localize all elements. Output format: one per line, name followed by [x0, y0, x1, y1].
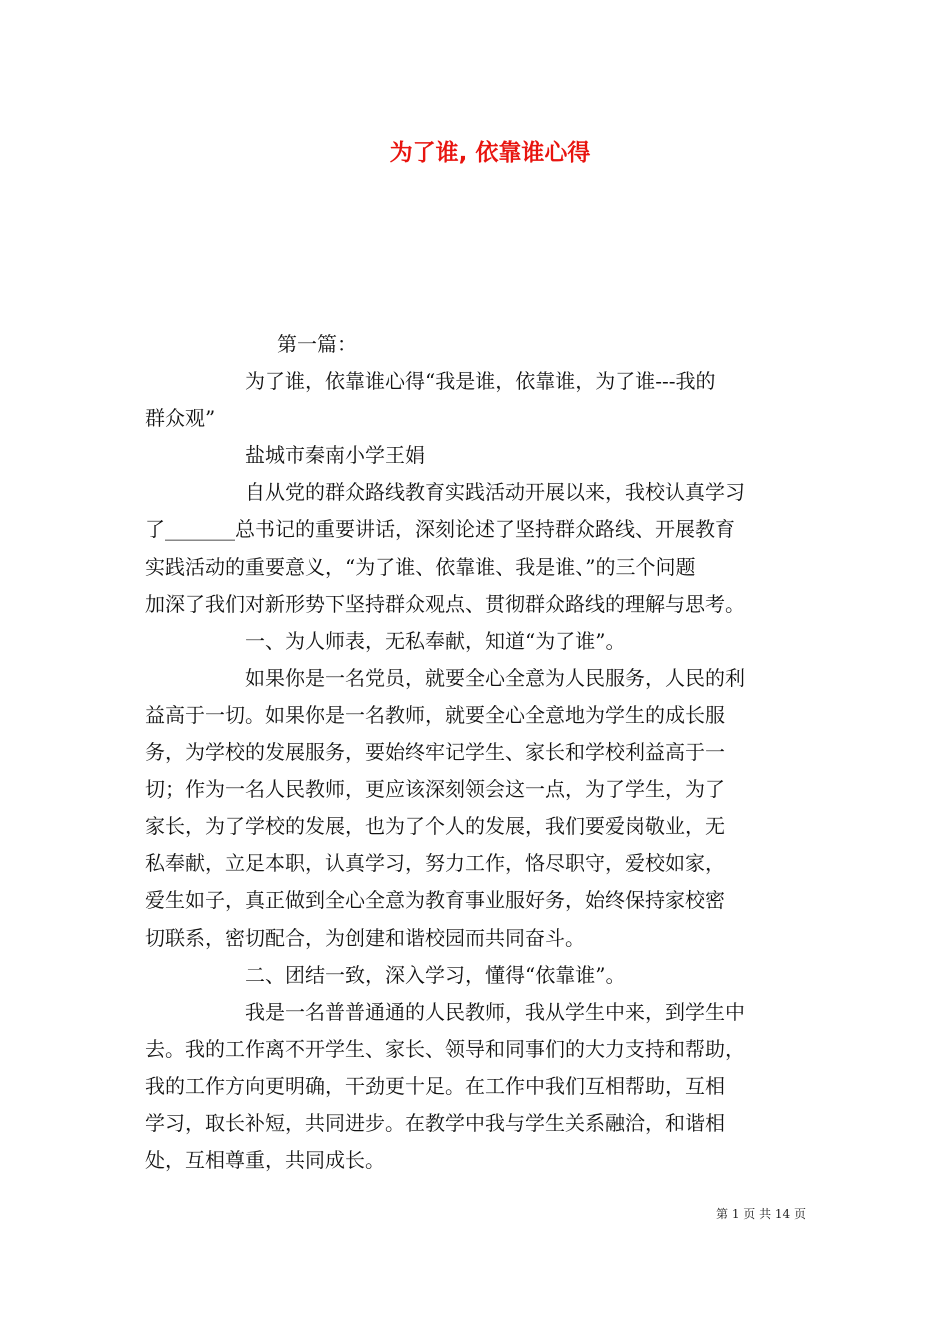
text-line: 益高于一切。如果你是一名教师，就要全心全意地为学生的成长服	[145, 702, 725, 727]
text-line: 了_______总书记的重要讲话，深刻论述了坚持群众路线、开展教育	[145, 517, 735, 542]
text-line: 为了谁，依靠谁心得“我是谁，依靠谁，为了谁---我的	[245, 369, 716, 394]
text-line: 第一篇：	[277, 332, 357, 356]
document-body	[145, 326, 810, 1179]
text-line: 切联系，密切配合，为创建和谐校园而共同奋斗。	[145, 925, 585, 950]
text-line: 处，互相尊重，共同成长。	[145, 1148, 385, 1173]
text-line: 加深了我们对新形势下坚持群众观点、贯彻群众路线的理解与思考。	[145, 591, 745, 616]
text-line: 私奉献，立足本职，认真学习，努力工作，恪尽职守，爱校如家，	[145, 851, 725, 876]
text-line: 切；作为一名人民教师，更应该深刻领会这一点，为了学生，为了	[145, 777, 725, 802]
text-line: 盐城市秦南小学王娟	[245, 443, 425, 468]
page-footer: 第 1 页 共 14 页	[716, 1207, 806, 1221]
text-line: 自从党的群众路线教育实践活动开展以来，我校认真学习	[245, 480, 745, 505]
text-line: 如果你是一名党员，就要全心全意为人民服务，人民的利	[245, 665, 745, 690]
document-title: 为了谁, 依靠谁心得	[389, 140, 591, 166]
text-line: 家长，为了学校的发展，也为了个人的发展，我们要爱岗敬业，无	[145, 814, 725, 839]
text-line: 我的工作方向更明确，干劲更十足。在工作中我们互相帮助，互相	[145, 1073, 725, 1098]
text-line: 实践活动的重要意义，“为了谁、依靠谁、我是谁、”的三个问题	[145, 554, 696, 579]
text-line: 去。我的工作离不开学生、家长、领导和同事们的大力支持和帮助，	[145, 1036, 745, 1061]
text-line: 务，为学校的发展服务，要始终牢记学生、家长和学校利益高于一	[145, 740, 725, 765]
text-line: 一、为人师表，无私奉献，知道“为了谁”。	[245, 628, 626, 653]
text-line: 爱生如子，真正做到全心全意为教育事业服好务，始终保持家校密	[145, 888, 725, 913]
text-line: 我是一名普普通通的人民教师，我从学生中来，到学生中	[245, 999, 745, 1024]
text-line: 二、团结一致，深入学习，懂得“依靠谁”。	[245, 962, 626, 987]
text-line: 学习，取长补短，共同进步。在教学中我与学生关系融洽，和谐相	[145, 1110, 725, 1135]
text-line: 群众观”	[145, 406, 216, 431]
